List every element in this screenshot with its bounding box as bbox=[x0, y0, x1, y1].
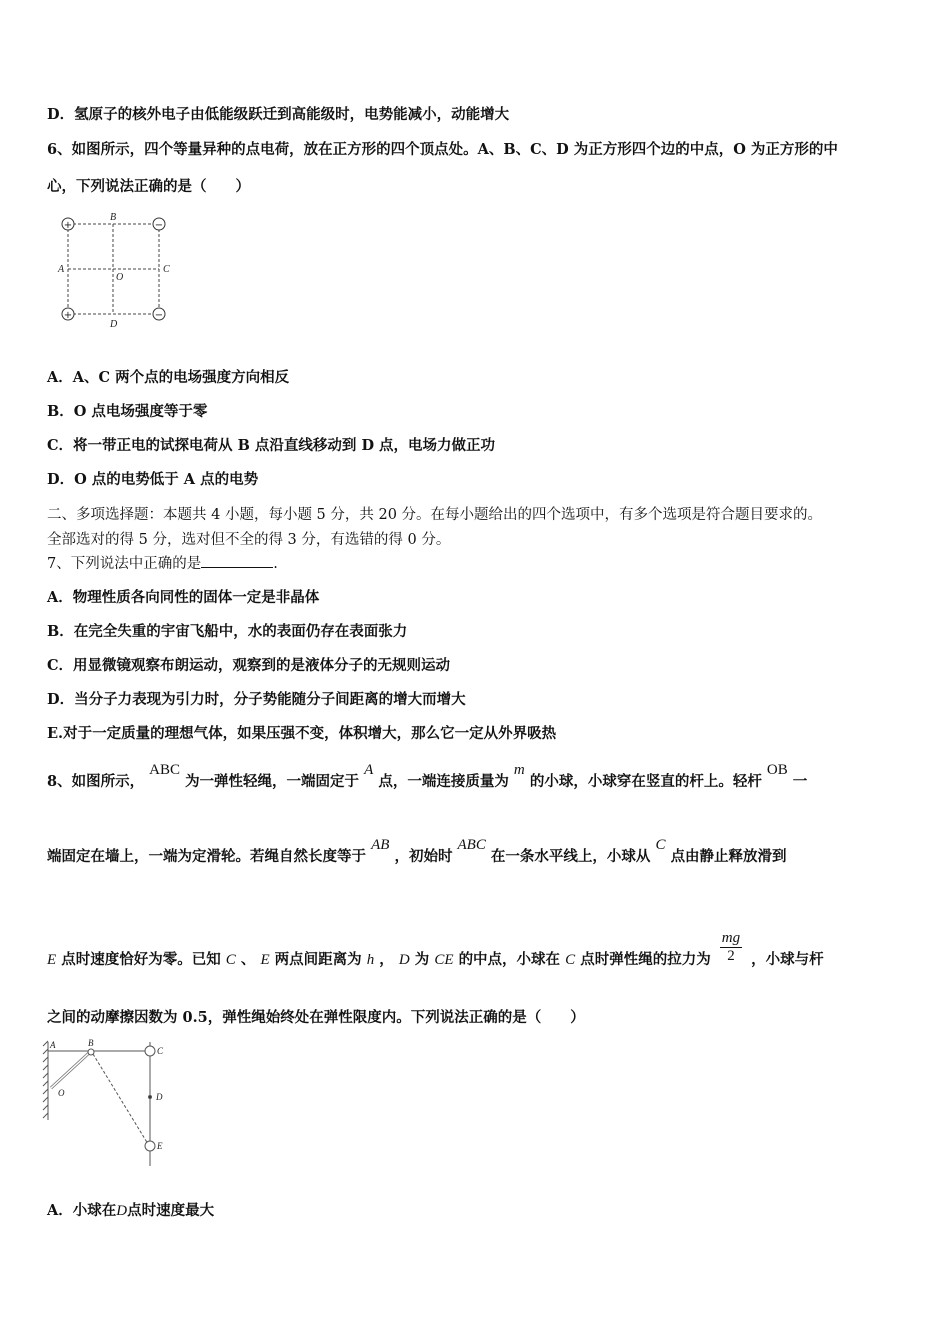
q7-stem-end: . bbox=[273, 556, 278, 572]
q6-label-o: O bbox=[116, 272, 124, 283]
q8-text: 点由静止释放滑到 bbox=[670, 848, 787, 865]
q8-text: 为 bbox=[414, 950, 430, 968]
q8-math-ce: CE bbox=[434, 951, 454, 968]
q8-text: ，初始时 bbox=[394, 848, 453, 865]
q6-option-b: B．O 点电场强度等于零 bbox=[47, 403, 208, 420]
q6-plus-sign: + bbox=[63, 310, 73, 321]
q8-math-ob: OB bbox=[766, 762, 788, 778]
q8-text: 为一弹性轻绳，一端固定于 bbox=[185, 773, 360, 790]
q8-option-a-text: A．小球在 bbox=[47, 1202, 117, 1219]
q8-text: 点时弹性绳的拉力为 bbox=[580, 950, 711, 968]
q8-math-m: m bbox=[513, 762, 525, 778]
q8-text: 点，一端连接质量为 bbox=[378, 773, 509, 790]
q6-label-d: D bbox=[110, 319, 118, 330]
section2-instruction-line1: 二、多项选择题：本题共 4 小题，每小题 5 分，共 20 分。在每小题给出的四个选项中，有多个选项是符合题目要求的。 bbox=[47, 507, 823, 523]
q8-text: 端固定在墙上，一端为定滑轮。若绳自然长度等于 bbox=[47, 848, 366, 865]
q8-math-c: C bbox=[655, 837, 666, 853]
q6-minus-sign: − bbox=[154, 310, 164, 321]
q8-rope-to-e bbox=[93, 1054, 148, 1144]
q6-label-a: A bbox=[58, 264, 65, 275]
q8-fraction-denominator: 2 bbox=[727, 948, 735, 964]
q8-point-d bbox=[149, 1096, 152, 1099]
q6-label-b: B bbox=[110, 212, 117, 223]
q8-text: 在一条水平线上，小球从 bbox=[490, 848, 651, 865]
q8-stem-line3 bbox=[47, 930, 824, 968]
q6-plus-sign: + bbox=[63, 220, 73, 231]
q6-stem-line2: 心，下列说法正确的是（ ） bbox=[47, 178, 250, 195]
q6-option-c: C．将一带正电的试探电荷从 B 点沿直线移动到 D 点，电场力做正功 bbox=[47, 437, 496, 454]
q8-text: 8、如图所示， bbox=[47, 773, 145, 790]
q8-ball-at-c bbox=[145, 1046, 155, 1056]
q8-math-c: C bbox=[225, 951, 236, 968]
q8-math-abc: ABC bbox=[457, 837, 486, 853]
q8-label-b: B bbox=[88, 1038, 94, 1048]
q8-text: 点时速度恰好为零。已知 bbox=[61, 950, 221, 968]
q7-option-b: B．在完全失重的宇宙飞船中，水的表面仍存在表面张力 bbox=[47, 623, 408, 640]
q8-math-d: D bbox=[398, 951, 410, 968]
q8-option-a bbox=[47, 1199, 214, 1220]
q8-text: 的中点，小球在 bbox=[458, 950, 561, 968]
q6-label-c: C bbox=[163, 264, 170, 275]
q6-option-d: D．O 点的电势低于 A 点的电势 bbox=[47, 471, 259, 488]
q8-label-d: D bbox=[156, 1092, 163, 1102]
q8-text: ，小球与杆 bbox=[751, 950, 824, 968]
q8-math-d: D bbox=[116, 1203, 128, 1219]
q7-option-d: D．当分子力表现为引力时，分子势能随分子间距离的增大而增大 bbox=[47, 691, 466, 708]
q8-ball-at-e bbox=[145, 1141, 155, 1151]
q8-option-a-text: 点时速度最大 bbox=[127, 1202, 215, 1219]
q8-text: 两点间距离为 bbox=[274, 950, 362, 968]
q8-text: 的小球，小球穿在竖直的杆上。轻杆 bbox=[529, 773, 762, 790]
q7-option-a: A．物理性质各向同性的固体一定是非晶体 bbox=[47, 589, 320, 606]
q8-fraction-mg-over-2 bbox=[720, 930, 742, 965]
q8-math-h: h bbox=[366, 951, 375, 968]
q7-stem-text: 7、下列说法中正确的是 bbox=[47, 556, 202, 572]
q6-minus-sign: − bbox=[154, 220, 164, 231]
q7-option-c: C．用显微镜观察布朗运动，观察到的是液体分子的无规则运动 bbox=[47, 657, 451, 674]
q8-label-a: A bbox=[50, 1040, 56, 1050]
q8-stem-line1 bbox=[47, 762, 808, 791]
q7-answer-blank bbox=[201, 567, 273, 568]
q8-label-e: E bbox=[157, 1141, 163, 1151]
q8-math-abc: ABC bbox=[149, 762, 180, 778]
section2-instruction-line2: 全部选对的得 5 分，选对但不全的得 3 分，有选错的得 0 分。 bbox=[47, 532, 451, 548]
q8-stem-line4: 之间的动摩擦因数为 0.5，弹性绳始终处在弹性限度内。下列说法正确的是（ ） bbox=[47, 1009, 585, 1026]
q8-math-e: E bbox=[260, 951, 270, 968]
q7-option-e: E.对于一定质量的理想气体，如果压强不变，体积增大，那么它一定从外界吸热 bbox=[47, 725, 557, 742]
q6-square-charges-figure bbox=[55, 210, 180, 332]
q8-text: 、 bbox=[240, 950, 256, 968]
q8-fraction-numerator: mg bbox=[721, 930, 741, 946]
q8-math-a: A bbox=[364, 762, 374, 778]
q8-math-c: C bbox=[565, 951, 576, 968]
q8-math-ab: AB bbox=[371, 837, 390, 853]
q6-stem-line1: 6、如图所示，四个等量异种的点电荷，放在正方形的四个顶点处。A、B、C、D 为正方形四个边的中点，O 为正方形的中 bbox=[47, 141, 838, 158]
q8-math-e: E bbox=[47, 951, 57, 968]
q7-stem bbox=[47, 552, 278, 573]
q8-elastic-rope-figure bbox=[40, 1038, 180, 1170]
q8-text: 一 bbox=[792, 773, 808, 790]
q8-label-c: C bbox=[157, 1046, 164, 1056]
q5-option-d: D．氢原子的核外电子由低能级跃迁到高能级时，电势能减小，动能增大 bbox=[47, 106, 510, 123]
q6-option-a: A．A、C 两个点的电场强度方向相反 bbox=[47, 369, 290, 386]
q8-stem-line2 bbox=[47, 837, 787, 866]
q8-text: ， bbox=[379, 950, 394, 968]
q8-label-o: O bbox=[58, 1088, 65, 1098]
